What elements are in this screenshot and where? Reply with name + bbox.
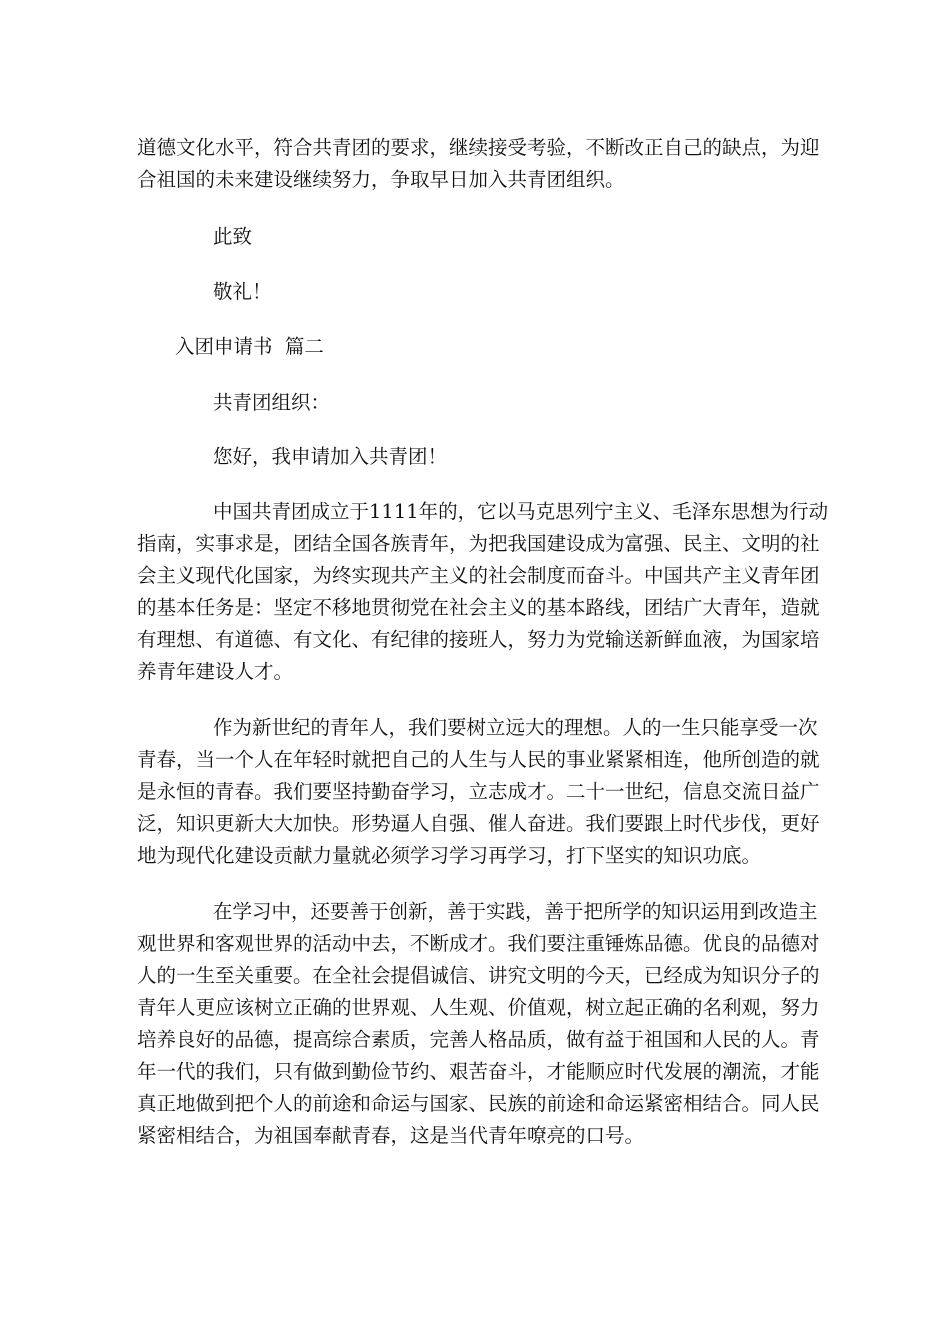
- text-line: 是永恒的青春。我们要坚持勤奋学习，立志成才。二十一世纪，信息交流日益广: [137, 780, 820, 803]
- closing-line-1: [137, 221, 827, 253]
- text-line: 年一代的我们，只有做到勤俭节约、艰苦奋斗，才能顺应时代发展的潮流，才能: [137, 1060, 820, 1083]
- text-line: 有理想、有道德、有文化、有纪律的接班人，努力为党输送新鲜血液，为国家培: [137, 628, 820, 651]
- text-line: 养青年建设人才。: [137, 660, 294, 683]
- salutation: [137, 387, 827, 419]
- section-heading: [137, 331, 827, 363]
- text-line: 作为新世纪的青年人，我们要树立远大的理想。人的一生只能享受一次: [213, 716, 818, 739]
- text-line: 观世界和客观世界的活动中去，不断成才。我们要注重锤炼品德。优良的品德对: [137, 932, 820, 955]
- text-line: 紧密相结合，为祖国奉献青春，这是当代青年嘹亮的口号。: [137, 1124, 645, 1147]
- greeting-text: 您好，我申请加入共青团！: [213, 445, 448, 468]
- text-line: 道德文化水平，符合共青团的要求，继续接受考验，不断改正自己的缺点，为迎: [137, 136, 820, 159]
- text-line: 中国共青团成立于1111年的，它以马克思列宁主义、毛泽东思想为行动: [213, 500, 829, 523]
- body-paragraph-1: [137, 496, 827, 688]
- text-line: 指南，实事求是，团结全国各族青年，为把我国建设成为富强、民主、文明的社: [137, 532, 820, 555]
- body-paragraph-2: [137, 712, 827, 872]
- text-line: 培养良好的品德，提高综合素质，完善人格品质，做有益于祖国和人民的人。青: [137, 1028, 820, 1051]
- text-line: 合祖国的未来建设继续努力，争取早日加入共青团组织。: [137, 168, 625, 191]
- text-line: 会主义现代化国家，为终实现共产主义的社会制度而奋斗。中国共产主义青年团: [137, 564, 820, 587]
- intro-paragraph: [137, 132, 827, 196]
- text-line: 人的一生至关重要。在全社会提倡诚信、讲究文明的今天，已经成为知识分子的: [137, 964, 820, 987]
- closing-line-2: [137, 276, 827, 308]
- greeting: [137, 441, 827, 473]
- text-line: 地为现代化建设贡献力量就必须学习学习再学习，打下坚实的知识功底。: [137, 844, 762, 867]
- closing-text: 敬礼！: [213, 280, 272, 303]
- text-line: 青春，当一个人在年轻时就把自己的人生与人民的事业紧紧相连，他所创造的就: [137, 748, 820, 771]
- text-line: 真正地做到把个人的前途和命运与国家、民族的前途和命运紧密相结合。同人民: [137, 1092, 820, 1115]
- text-line: 青年人更应该树立正确的世界观、人生观、价值观，树立起正确的名利观，努力: [137, 996, 820, 1019]
- body-paragraph-3: [137, 896, 827, 1152]
- text-line: 泛，知识更新大大加快。形势逼人自强、催人奋进。我们要跟上时代步伐，更好: [137, 812, 820, 835]
- closing-text: 此致: [213, 225, 253, 248]
- section-heading-text: 入团申请书 篇二: [175, 335, 324, 358]
- text-line: 的基本任务是：坚定不移地贯彻党在社会主义的基本路线，团结广大青年，造就: [137, 596, 820, 619]
- salutation-text: 共青团组织：: [213, 391, 331, 414]
- text-line: 在学习中，还要善于创新，善于实践，善于把所学的知识运用到改造主: [213, 900, 818, 923]
